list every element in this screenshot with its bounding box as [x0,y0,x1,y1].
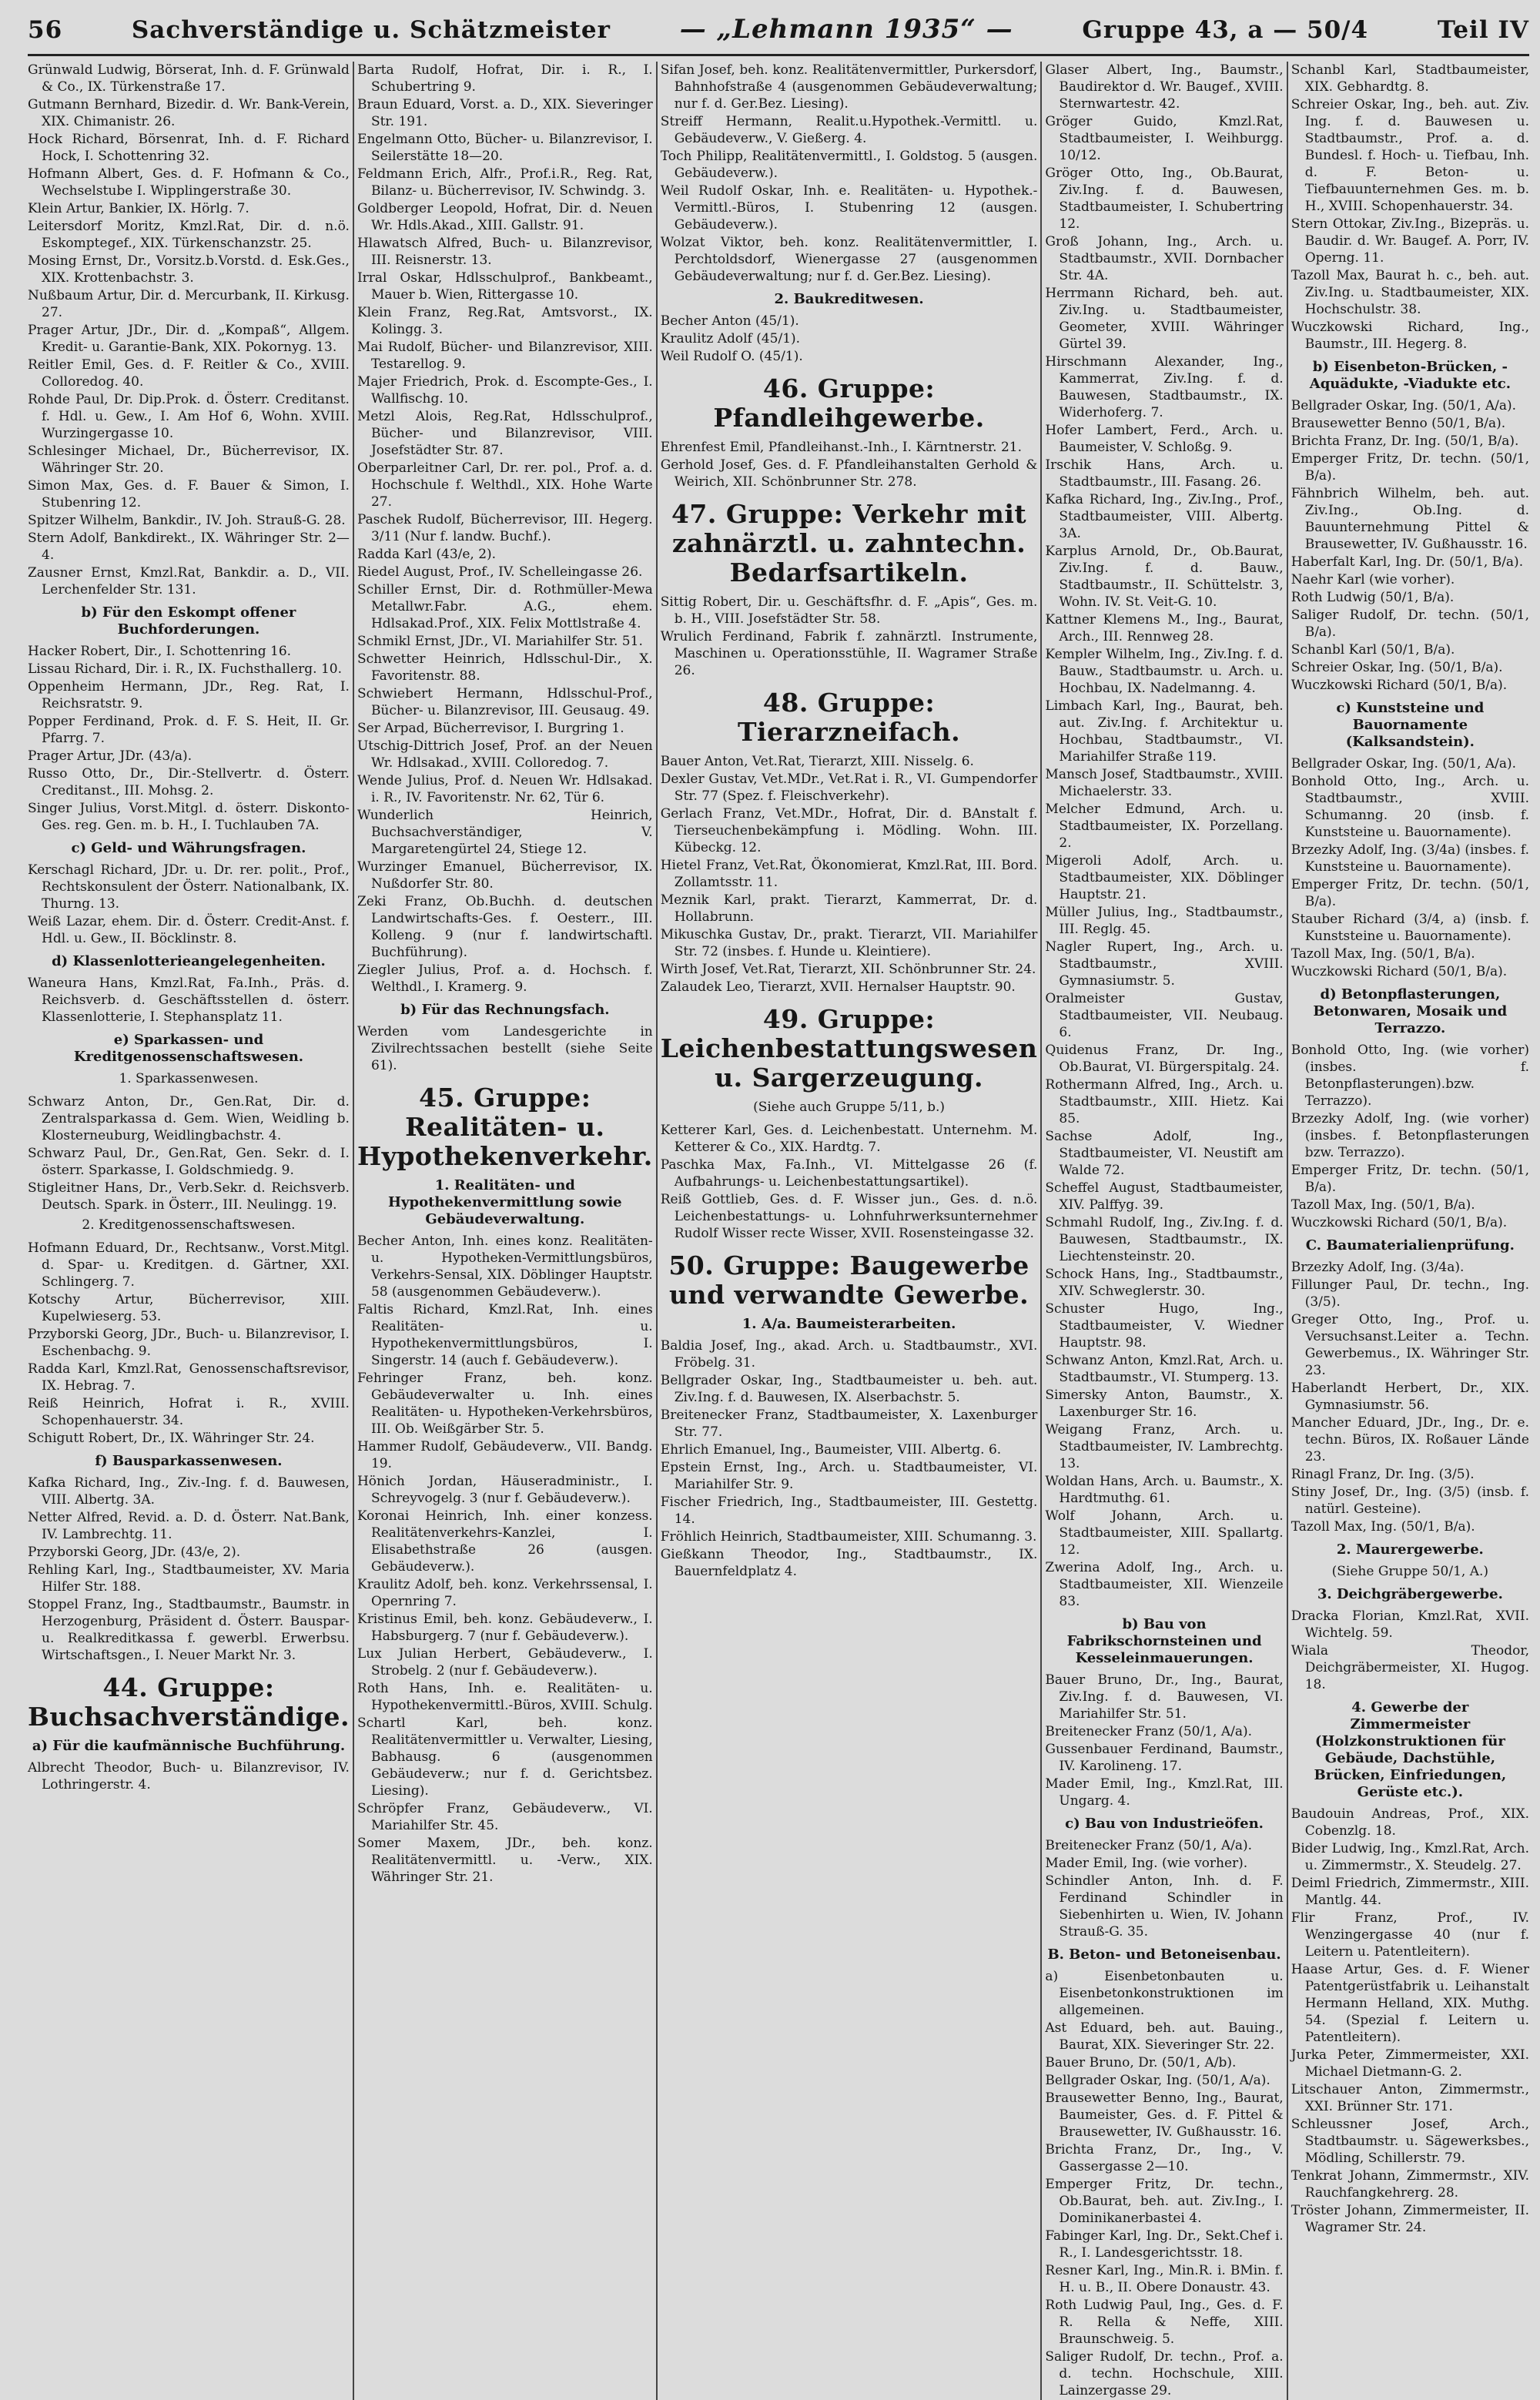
directory-entry: Goldberger Leopold, Hofrat, Dir. d. Neuen Wr. Hdls.Akad., XIII. Gallstr. 91. [357,201,653,233]
directory-entry: Groß Johann, Ing., Arch. u. Stadtbaumstr., XVII. Dornbacher Str. 4A. [1045,234,1284,283]
directory-entry: Gröger Otto, Ing., Ob.Baurat, Ziv.Ing. f. d. Bauwesen, Stadtbaumeister, I. Schubertring 12. [1045,166,1284,232]
directory-entry: Netter Alfred, Revid. a. D. d. Österr. Nat.Bank, IV. Lambrechtg. 11. [28,1510,350,1542]
directory-entry: Meznik Karl, prakt. Tierarzt, Kammerrat, Dr. d. Hollabrunn. [660,892,1038,925]
directory-entry: Greger Otto, Ing., Prof. u. Versuchsanst.Leiter a. Techn. Gewerbemus., IX. Währinger Str. 23. [1291,1312,1529,1378]
directory-entry: Weiß Lazar, ehem. Dir. d. Österr. Credit-Anst. f. Hdl. u. Gew., II. Böcklinstr. 8. [28,914,350,946]
group-heading: 46. Gruppe: Pfandleihgewerbe. [713,373,985,433]
directory-entry: Waneura Hans, Kmzl.Rat, Fa.Inh., Präs. d. Reichsverb. d. Geschäftsstellen d. österr. Klassenlotterie, I. Stephansplatz 11. [28,976,350,1025]
directory-entry: Irschik Hans, Arch. u. Stadtbaumstr., III. Fasang. 26. [1045,457,1284,490]
directory-entry: Kattner Klemens M., Ing., Baurat, Arch., III. Rennweg 28. [1045,612,1284,644]
directory-entry: Schreier Oskar, Ing. (50/1, B/a). [1291,660,1503,675]
subsection-heading: d) Betonpflasterungen, Betonwaren, Mosaik und Terrazzo. [1313,986,1508,1036]
directory-entry: Becher Anton, Inh. eines konz. Realitäten- u. Hypotheken-Vermittlungsbüros, Verkehrs-Sensal, XIX. Döblinger Hauptstr. 58 (ausgenommen Gebäudeverw.). [357,1233,653,1300]
directory-entry: Bauer Anton, Vet.Rat, Tierarzt, XIII. Nisselg. 6. [660,754,974,769]
directory-entry: Kraulitz Adolf, beh. konz. Verkehrssensal, I. Opernring 7. [357,1577,653,1609]
directory-entry: Ser Arpad, Bücherrevisor, I. Burgring 1. [357,721,624,736]
directory-entry: Quidenus Franz, Dr. Ing., Ob.Baurat, VI. Bürgerspitalg. 24. [1045,1043,1284,1075]
directory-entry: Bellgrader Oskar, Ing. (50/1, A/a). [1291,398,1517,413]
directory-entry: Fillunger Paul, Dr. techn., Ing. (3/5). [1291,1277,1529,1310]
directory-entry: Majer Friedrich, Prok. d. Escompte-Ges., I. Wallfischg. 10. [357,374,653,407]
directory-entry: Wrulich Ferdinand, Fabrik f. zahnärztl. Instrumente, Maschinen u. Operationsstühle, II. Wagramer Straße 26. [660,629,1038,678]
header-section-title: Sachverständige u. Schätzmeister [131,16,611,44]
directory-entry: Roth Ludwig Paul, Ing., Ges. d. F. R. Rella & Neffe, XIII. Braunschweig. 5. [1045,2298,1284,2347]
directory-entry: Rothermann Alfred, Ing., Arch. u. Stadtbaumstr., XIII. Hietz. Kai 85. [1045,1077,1284,1126]
subsection-heading: B. Beton- und Betoneisenbau. [1047,1946,1281,1963]
directory-entry: Herrmann Richard, beh. aut. Ziv.Ing. u. Stadtbaumeister, Geometer, XVIII. Währinger Gürtel 39. [1045,286,1284,352]
directory-entry: Emperger Fritz, Dr. techn., Ob.Baurat, beh. aut. Ziv.Ing., I. Dominikanerbastei 4. [1045,2177,1284,2226]
directory-entry: Schwarz Paul, Dr., Gen.Rat, Gen. Sekr. d. I. österr. Sparkasse, I. Goldschmiedg. 9. [28,1146,350,1178]
columns-container [28,62,1529,2398]
subsection-heading: c) Geld- und Währungsfragen. [71,840,306,856]
directory-entry: Wuczkowski Richard (50/1, B/a). [1291,678,1508,693]
subsection-heading: e) Sparkassen- und Kreditgenossenschaftswesen. [73,1032,304,1065]
directory-entry: Scheffel August, Stadtbaumeister, XIV. Palffyg. 39. [1045,1180,1284,1213]
directory-entry: Stoppel Franz, Ing., Stadtbaumstr., Baumstr. in Herzogenburg, Präsident d. Österr. Bauspar- u. Realkreditkassa f. gewerbl. Erwerbsu. Wirtschaftsgen., I. Neuer Markt Nr. 3. [28,1597,350,1663]
directory-entry: Zausner Ernst, Kmzl.Rat, Bankdir. a. D., VII. Lerchenfelder Str. 131. [28,565,350,597]
directory-entry: Bonhold Otto, Ing. (wie vorher) (insbes. f. Betonpflasterungen).bzw. Terrazzo). [1291,1043,1529,1109]
directory-entry: Engelmann Otto, Bücher- u. Bilanzrevisor, I. Seilerstätte 18—20. [357,132,653,164]
directory-entry: Haberfalt Karl, Ing. Dr. (50/1, B/a). [1291,554,1524,570]
header-rule [28,54,1529,56]
directory-entry: Zeki Franz, Ob.Buchh. d. deutschen Landwirtschafts-Ges. f. Oesterr., III. Kolleng. 9 (nur f. landwirtschaftl. Buchführung). [357,894,653,960]
directory-entry: Resner Karl, Ing., Min.R. i. BMin. f. H. u. B., II. Obere Donaustr. 43. [1045,2263,1284,2295]
directory-entry: Brausewetter Benno (50/1, B/a). [1291,416,1506,431]
directory-entry: Popper Ferdinand, Prok. d. F. S. Heit, II. Gr. Pfarrg. 7. [28,714,350,746]
directory-entry: Rohde Paul, Dr. Dip.Prok. d. Österr. Creditanst. f. Hdl. u. Gew., I. Am Hof 6, Wohn. XVIII. Wurzingergasse 10. [28,392,350,441]
directory-entry: Wolzat Viktor, beh. konz. Realitätenvermittler, I. Perchtoldsdorf, Wienergasse 27 (ausgenommen Gebäudeverwaltung; nur f. d. Ger.Bez. Liesing). [660,235,1038,284]
directory-entry: Gerlach Franz, Vet.MDr., Hofrat, Dir. d. BAnstalt f. Tierseuchenbekämpfung i. Mödling. Wohn. III. Kübeckg. 12. [660,806,1038,855]
header-group-range: Gruppe 43, a — 50/4 [1082,16,1369,44]
directory-entry: Tazoll Max, Baurat h. c., beh. aut. Ziv.Ing. u. Stadtbaumeister, XIX. Hochschulstr. 38. [1291,268,1529,317]
directory-entry: Breitenecker Franz (50/1, A/a). [1045,1724,1252,1739]
directory-entry: Streiff Hermann, Realit.u.Hypothek.-Vermittl. u. Gebäudeverw., V. Gießerg. 4. [660,114,1038,146]
directory-entry: Schiller Ernst, Dir. d. Rothmüller-Mewa Metallwr.Fabr. A.G., ehem. Hdlsakad.Prof., XIX. Felix Mottlstraße 4. [357,582,653,631]
directory-entry: Schleussner Josef, Arch., Stadtbaumstr. u. Sägewerksbes., Mödling, Schillerstr. 79. [1291,2117,1529,2166]
directory-entry: Prager Artur, JDr. (43/a). [28,748,192,764]
subsection-heading: d) Klassenlotterieangelegenheiten. [52,953,326,969]
directory-entry: Melcher Edmund, Arch. u. Stadtbaumeister, IX. Porzellang. 2. [1045,802,1284,851]
column-5 [1291,62,1529,2400]
directory-entry: Bellgrader Oskar, Ing. (50/1, A/a). [1291,756,1517,772]
directory-entry: Ast Eduard, beh. aut. Bauing., Baurat, XIX. Sieveringer Str. 22. [1045,2020,1284,2053]
directory-entry: Wunderlich Heinrich, Buchsachverständiger, V. Margaretengürtel 24, Stiege 12. [357,808,653,857]
directory-entry: Lux Julian Herbert, Gebäudeverw., I. Strobelg. 2 (nur f. Gebäudeverw.). [357,1646,653,1679]
directory-entry: Weigang Franz, Arch. u. Stadtbaumeister, IV. Lambrechtg. 13. [1045,1422,1284,1471]
directory-entry: Paschka Max, Fa.Inh., VI. Mittelgasse 26 (f. Aufbahrungs- u. Leichenbestattungsartikel). [660,1157,1038,1190]
directory-entry: Bellgrader Oskar, Ing. (50/1, A/a). [1045,2073,1270,2088]
subsection-heading: b) Für den Eskompt offener Buchforderungen. [81,604,296,638]
directory-entry: Haase Artur, Ges. d. F. Wiener Patentgerüstfabrik u. Leihanstalt Hermann Helland, XIX. Muthg. 54. (Spezial f. Leitern u. Patentleitern). [1291,1962,1529,2045]
directory-entry: Oralmeister Gustav, Stadtbaumeister, VII. Neubaug. 6. [1045,991,1284,1040]
directory-entry: Russo Otto, Dr., Dir.-Stellvertr. d. Österr. Creditanst., III. Mohsg. 2. [28,766,350,798]
directory-entry: Kristinus Emil, beh. konz. Gebäudeverw., I. Habsburgerg. 7 (nur f. Gebäudeverw.). [357,1612,653,1644]
directory-entry: Sifan Josef, beh. konz. Realitätenvermittler, Purkersdorf, Bahnhofstraße 4 (ausgenommen Gebäudeverwaltung; nur f. d. Ger.Bez. Liesing). [660,62,1038,112]
directory-entry: Tazoll Max, Ing. (50/1, B/a). [1291,1519,1475,1535]
directory-entry: a) Eisenbetonbauten u. Eisenbetonkonstruktionen im allgemeinen. [1045,1969,1284,2018]
subsection-heading: 2. Baukreditwesen. [774,291,924,307]
subsection-heading: 2. Maurergewerbe. [1336,1541,1484,1558]
directory-entry: Hlawatsch Alfred, Buch- u. Bilanzrevisor, III. Reisnerstr. 13. [357,236,653,268]
column-2 [357,62,653,2400]
directory-entry: Gutmann Bernhard, Bizedir. d. Wr. Bank-Verein, XIX. Chimanistr. 26. [28,97,350,129]
directory-entry: Baldia Josef, Ing., akad. Arch. u. Stadtbaumstr., XVI. Fröbelg. 31. [660,1338,1038,1371]
directory-entry: Nußbaum Artur, Dir. d. Mercurbank, II. Kirkusg. 27. [28,288,350,320]
directory-entry: Oppenheim Hermann, JDr., Reg. Rat, I. Reichsratstr. 9. [28,679,350,711]
directory-entry: Fischer Friedrich, Ing., Stadtbaumeister, III. Gestettg. 14. [660,1495,1038,1527]
directory-entry: Mader Emil, Ing. (wie vorher). [1045,1856,1248,1871]
directory-entry: Stigleitner Hans, Dr., Verb.Sekr. d. Reichsverb. Deutsch. Spark. in Österr., III. Neulingg. 19. [28,1180,350,1213]
directory-entry: Dracka Florian, Kmzl.Rat, XVII. Wichtelg. 59. [1291,1608,1529,1641]
directory-entry: Kerschagl Richard, JDr. u. Dr. rer. polit., Prof., Rechtskonsulent der Österr. Nationalbank, IX. Thurng. 13. [28,862,350,912]
directory-entry: Hofer Lambert, Ferd., Arch. u. Baumeister, V. Schloßg. 9. [1045,423,1284,455]
column-1 [28,62,350,2400]
directory-entry: Schwetter Heinrich, Hdlsschul-Dir., X. Favoritenstr. 88. [357,651,653,684]
directory-entry: Brausewetter Benno, Ing., Baurat, Baumeister, Ges. d. F. Pittel & Brausewetter, IV. Gußhausstr. 16. [1045,2090,1284,2140]
directory-entry: Schanbl Karl, Stadtbaumeister, XIX. Gebhardtg. 8. [1291,62,1529,95]
directory-entry: Schuster Hugo, Ing., Stadtbaumeister, V. Wiedner Hauptstr. 98. [1045,1301,1284,1351]
directory-entry: Becher Anton (45/1). [660,313,799,329]
subsection-heading: a) Für die kaufmännische Buchführung. [32,1738,346,1754]
directory-entry: Sittig Robert, Dir. u. Geschäftsfhr. d. F. „Apis“, Ges. m. b. H., VIII. Josefstädter Str. 58. [660,594,1038,627]
directory-entry: Bonhold Otto, Ing., Arch. u. Stadtbaumstr., XVIII. Schumanng. 20 (insb. f. Kunststeine u. Bauornamente). [1291,774,1529,840]
directory-entry: Mosing Ernst, Dr., Vorsitz.b.Vorstd. d. Esk.Ges., XIX. Krottenbachstr. 3. [28,253,350,286]
directory-entry: Fröhlich Heinrich, Stadtbaumeister, XIII. Schumanng. 3. [660,1529,1037,1545]
directory-entry: Zalaudek Leo, Tierarzt, XVII. Hernalser Hauptstr. 90. [660,979,1016,995]
directory-entry: Roth Ludwig (50/1, B/a). [1291,590,1455,605]
directory-entry: Ehrenfest Emil, Pfandleihanst.-Inh., I. Kärntnerstr. 21. [660,440,1022,455]
directory-entry: Breitenecker Franz (50/1, A/a). [1045,1838,1252,1853]
subsection-heading: f) Bausparkassenwesen. [95,1453,283,1469]
directory-entry: Flir Franz, Prof., IV. Wenzingergasse 40 (nur f. Leitern u. Patentleitern). [1291,1910,1529,1960]
subsection-heading: b) Für das Rechnungsfach. [400,1002,610,1018]
directory-entry: Gießkann Theodor, Ing., Stadtbaumstr., IX. Bauernfeldplatz 4. [660,1547,1038,1579]
directory-entry: Feldmann Erich, Alfr., Prof.i.R., Reg. Rat, Bilanz- u. Bücherrevisor, IV. Schwindg. 3. [357,166,653,199]
directory-entry: Schwanz Anton, Kmzl.Rat, Arch. u. Stadtbaumstr., VI. Stumperg. 13. [1045,1353,1284,1385]
directory-entry: Albrecht Theodor, Buch- u. Bilanzrevisor, IV. Lothringerstr. 4. [28,1760,350,1792]
directory-entry: Tröster Johann, Zimmermeister, II. Wagramer Str. 24. [1291,2203,1529,2235]
directory-entry: Hock Richard, Börsenrat, Inh. d. F. Richard Hock, I. Schottenring 32. [28,132,350,164]
directory-entry: Singer Julius, Vorst.Mitgl. d. österr. Diskonto-Ges. reg. Gen. m. b. H., I. Tuchlauben 7A. [28,801,350,833]
group-heading: 44. Gruppe: Buchsachverständige. [28,1672,350,1732]
directory-entry: Epstein Ernst, Ing., Arch. u. Stadtbaumeister, VI. Mariahilfer Str. 9. [660,1460,1038,1492]
directory-entry: Klein Artur, Bankier, IX. Hörlg. 7. [28,201,249,216]
directory-entry: Mancher Eduard, JDr., Ing., Dr. e. techn. Büros, IX. Roßauer Lände 23. [1291,1415,1529,1464]
directory-entry: Migeroli Adolf, Arch. u. Stadtbaumeister, XIX. Döblinger Hauptstr. 21. [1045,853,1284,902]
column-4 [1045,62,1283,2400]
directory-entry: Bider Ludwig, Ing., Kmzl.Rat, Arch. u. Zimmermstr., X. Steudelg. 27. [1291,1841,1529,1873]
directory-entry: Bauer Bruno, Dr., Ing., Baurat, Ziv.Ing. f. d. Bauwesen, VI. Mariahilfer Str. 51. [1045,1672,1284,1722]
directory-entry: Schock Hans, Ing., Stadtbaumstr., XIV. Schweglerstr. 30. [1045,1267,1284,1299]
directory-entry: Schlesinger Michael, Dr., Bücherrevisor, IX. Währinger Str. 20. [28,444,350,476]
directory-entry: Bauer Bruno, Dr. (50/1, A/b). [1045,2055,1237,2070]
directory-entry: Schanbl Karl (50/1, B/a). [1291,642,1455,658]
subsection-heading: b) Eisenbeton-Brücken, -Aquädukte, -Viadukte etc. [1309,359,1511,392]
directory-entry: Klein Franz, Reg.Rat, Amtsvorst., IX. Kolingg. 3. [357,305,653,337]
directory-entry: Deiml Friedrich, Zimmermstr., XIII. Mantlg. 44. [1291,1876,1529,1908]
directory-entry: Mader Emil, Ing., Kmzl.Rat, III. Ungarg. 4. [1045,1776,1284,1809]
page-number: 56 [28,16,63,44]
directory-entry: Przyborski Georg, JDr. (43/e, 2). [28,1545,241,1560]
directory-entry: Riedel August, Prof., IV. Schelleingasse 26. [357,564,643,580]
section-note: (Siehe Gruppe 50/1, A.) [1331,1564,1489,1579]
group-heading: 50. Gruppe: Baugewerbe und verwandte Gewerbe. [668,1250,1029,1310]
directory-entry: Reiß Gottlieb, Ges. d. F. Wisser jun., Ges. d. n.ö. Leichenbestattungs- u. Lohnfuhrwerksunternehmer Rudolf Wisser recte Wisser, XVII. Rosensteingasse 32. [660,1192,1038,1241]
directory-entry: Kotschy Artur, Bücherrevisor, XIII. Kupelwieserg. 53. [28,1292,350,1324]
directory-entry: Fehringer Franz, beh. konz. Gebäudeverwalter u. Inh. eines Realitäten- u. Hypotheken-Verkehrsbüros, III. Ob. Weißgärber Str. 5. [357,1371,653,1437]
directory-entry: Fähnbrich Wilhelm, beh. aut. Ziv.Ing., Ob.Ing. d. Bauunternehmung Pittel & Brausewetter, IV. Gußhausstr. 16. [1291,486,1529,552]
directory-entry: Schigutt Robert, Dr., IX. Währinger Str. 24. [28,1431,315,1446]
directory-entry: Kafka Richard, Ing., Ziv.-Ing. f. d. Bauwesen, VIII. Albertg. 3A. [28,1475,350,1508]
directory-entry: Ehrlich Emanuel, Ing., Baumeister, VIII. Albertg. 6. [660,1442,1002,1458]
subsection-heading: 3. Deichgräbergewerbe. [1317,1586,1503,1602]
directory-entry: Breitenecker Franz, Stadtbaumeister, X. Laxenburger Str. 77. [660,1408,1038,1440]
subsection-heading: b) Bau von Fabrikschornsteinen und Kesseleinmauerungen. [1066,1616,1262,1666]
directory-entry: Koronai Heinrich, Inh. einer konzess. Realitätenverkehrs-Kanzlei, I. Elisabethstraße 26 (ausgen. Gebäudeverw.). [357,1508,653,1575]
directory-entry: Wurzinger Emanuel, Bücherrevisor, IX. Nußdorfer Str. 80. [357,859,653,892]
directory-entry: Sachse Adolf, Ing., Stadtbaumeister, VI. Neustift am Walde 72. [1045,1129,1284,1178]
directory-entry: Utschig-Dittrich Josef, Prof. an der Neuen Wr. Hdlsakad., XVIII. Colloredog. 7. [357,738,653,771]
subsection-heading: c) Bau von Industrieöfen. [1065,1816,1264,1832]
directory-entry: Kafka Richard, Ing., Ziv.Ing., Prof., Stadtbaumeister, VIII. Albertg. 3A. [1045,492,1284,541]
directory-entry: Jurka Peter, Zimmermeister, XXI. Michael Dietmann-G. 2. [1291,2047,1529,2080]
directory-entry: Oberparleitner Carl, Dr. rer. pol., Prof. a. d. Hochschule f. Welthdl., XIX. Hohe Warte 27. [357,460,653,510]
directory-entry: Reitler Emil, Ges. d. F. Reitler & Co., XVIII. Colloredog. 40. [28,357,350,390]
directory-entry: Rehling Karl, Ing., Stadtbaumeister, XV. Maria Hilfer Str. 188. [28,1562,350,1595]
directory-entry: Schmikl Ernst, JDr., VI. Mariahilfer Str. 51. [357,634,643,649]
directory-entry: Gerhold Josef, Ges. d. F. Pfandleihanstalten Gerhold & Weirich, XII. Schönbrunner Str. 278. [660,457,1038,490]
directory-entry: Simersky Anton, Baumstr., X. Laxenburger Str. 16. [1045,1387,1284,1420]
directory-entry: Stern Adolf, Bankdirekt., IX. Währinger Str. 2—4. [28,531,350,563]
directory-entry: Schwiebert Hermann, Hdlsschul-Prof., Bücher- u. Bilanzrevisor, III. Geusaug. 49. [357,686,653,718]
directory-entry: Saliger Rudolf, Dr. techn., Prof. a. d. techn. Hochschule, XIII. Lainzergasse 29. [1045,2349,1284,2398]
directory-entry: Mansch Josef, Stadtbaumstr., XVIII. Michaelerstr. 33. [1045,767,1284,799]
directory-entry: Ketterer Karl, Ges. d. Leichenbestatt. Unternehm. M. Ketterer & Co., XIX. Hardtg. 7. [660,1123,1038,1155]
header-part: Teil IV [1437,16,1529,44]
directory-entry: Brzezky Adolf, Ing. (3/4a) (insbes. f. Kunststeine u. Bauornamente). [1291,842,1529,875]
directory-entry: Brzezky Adolf, Ing. (wie vorher) (insbes. f. Betonpflasterungen bzw. Terrazzo). [1291,1111,1529,1160]
directory-entry: Fabinger Karl, Ing. Dr., Sekt.Chef i. R., I. Landesgerichtsstr. 18. [1045,2228,1284,2261]
directory-entry: Woldan Hans, Arch. u. Baumstr., X. Hardtmuthg. 61. [1045,1474,1284,1506]
subsection-heading: 1. Realitäten- und Hypothekenvermittlung sowie Gebäudeverwaltung. [388,1177,622,1227]
directory-entry: Paschek Rudolf, Bücherrevisor, III. Hegerg. 3/11 (Nur f. landw. Buchf.). [357,512,653,544]
directory-entry: Gussenbauer Ferdinand, Baumstr., IV. Karolineng. 17. [1045,1742,1284,1774]
directory-entry: Stauber Richard (3/4, a) (insb. f. Kunststeine u. Bauornamente). [1291,912,1529,944]
directory-entry: Wende Julius, Prof. d. Neuen Wr. Hdlsakad. i. R., IV. Favoritenstr. Nr. 62, Tür 6. [357,773,653,805]
directory-entry: Wuczkowski Richard, Ing., Baumstr., III. Hegerg. 8. [1291,320,1529,352]
directory-entry: Tenkrat Johann, Zimmermstr., XIV. Rauchfangkehrerg. 28. [1291,2168,1529,2201]
subsection-heading: 1. A/a. Baumeisterarbeiten. [742,1316,956,1332]
subsection-heading: c) Kunststeine und Bauornamente (Kalksandstein). [1336,700,1485,750]
directory-entry: Brichta Franz, Dr., Ing., V. Gassergasse 2—10. [1045,2142,1284,2174]
directory-entry: Bellgrader Oskar, Ing., Stadtbaumeister u. beh. aut. Ziv.Ing. f. d. Bauwesen, IX. Alserbachstr. 5. [660,1373,1038,1405]
directory-entry: Hofmann Albert, Ges. d. F. Hofmann & Co., Wechselstube I. Wipplingerstraße 30. [28,166,350,199]
directory-entry: Dexler Gustav, Vet.MDr., Vet.Rat i. R., VI. Gumpendorfer Str. 77 (Spez. f. Fleischverkehr). [660,772,1038,804]
directory-entry: Schartl Karl, beh. konz. Realitätenvermittler u. Verwalter, Liesing, Babhausg. 6 (ausgenommen Gebäudeverw.; nur f. d. Gerichtsbez. Liesing). [357,1715,653,1799]
directory-entry: Hietel Franz, Vet.Rat, Ökonomierat, Kmzl.Rat, III. Bord. Zollamtsstr. 11. [660,858,1038,890]
group-heading: 49. Gruppe: Leichenbestattungswesen u. Sargerzeugung. [660,1004,1038,1093]
directory-entry: Hammer Rudolf, Gebäudeverw., VII. Bandg. 19. [357,1439,653,1471]
directory-entry: Spitzer Wilhelm, Bankdir., IV. Joh. Strauß-G. 28. [28,513,346,528]
directory-entry: Baudouin Andreas, Prof., XIX. Cobenzlg. 18. [1291,1806,1529,1839]
header-publication-title: — „Lehmann 1935“ — [679,14,1013,45]
directory-entry: Radda Karl (43/e, 2). [357,547,497,562]
directory-entry: Karplus Arnold, Dr., Ob.Baurat, Ziv.Ing. f. d. Bauw., Stadtbaumstr., II. Schüttelstr. 3, Wohn. IV. St. Veit-G. 10. [1045,544,1284,610]
directory-entry: Hofmann Eduard, Dr., Rechtsanw., Vorst.Mitgl. d. Spar- u. Kreditgen. d. Gärtner, XXI. Schlingerg. 7. [28,1240,350,1290]
subsection-heading: C. Baumaterialienprüfung. [1305,1237,1515,1254]
directory-entry: Schmahl Rudolf, Ing., Ziv.Ing. f. d. Bauwesen, Stadtbaumstr., IX. Liechtensteinstr. 20. [1045,1215,1284,1264]
directory-entry: Müller Julius, Ing., Stadtbaumstr., III. Reglg. 45. [1045,905,1284,937]
directory-entry: Limbach Karl, Ing., Baurat, beh. aut. Ziv.Ing. f. Architektur u. Hochbau, Stadtbaumstr., VI. Mariahilfer Straße 119. [1045,698,1284,765]
directory-entry: Grünwald Ludwig, Börserat, Inh. d. F. Grünwald & Co., IX. Türkenstraße 17. [28,62,350,95]
directory-entry: Wuczkowski Richard (50/1, B/a). [1291,964,1508,979]
directory-entry: Wirth Josef, Vet.Rat, Tierarzt, XII. Schönbrunner Str. 24. [660,962,1036,977]
directory-entry: Schreier Oskar, Ing., beh. aut. Ziv. Ing. f. d. Bauwesen u. Stadtbaumstr., Prof. a. d. Bundesl. f. Hoch- u. Tiefbau, Inh. d. F. Beton- u. Tiefbauunternehmen Ges. m. b. H., XVIII. Schopenhauerstr. 34. [1291,97,1529,214]
directory-entry: Reiß Heinrich, Hofrat i. R., XVIII. Schopenhauerstr. 34. [28,1396,350,1428]
directory-entry: Naehr Karl (wie vorher). [1291,572,1455,587]
directory-entry: Weil Rudolf Oskar, Inh. e. Realitäten- u. Hypothek.-Vermittl.-Büros, I. Stubenring 12 (ausgen. Gebäudeverw.). [660,183,1038,233]
directory-entry: Zwerina Adolf, Ing., Arch. u. Stadtbaumeister, XII. Wienzeile 83. [1045,1560,1284,1609]
directory-entry: Irral Oskar, Hdlsschulprof., Bankbeamt., Mauer b. Wien, Rittergasse 10. [357,270,653,303]
directory-entry: Braun Eduard, Vorst. a. D., XIX. Sieveringer Str. 191. [357,97,653,129]
directory-entry: Przyborski Georg, JDr., Buch- u. Bilanzrevisor, I. Eschenbachg. 9. [28,1327,350,1359]
directory-entry: Brzezky Adolf, Ing. (3/4a). [1291,1260,1465,1275]
directory-entry: Tazoll Max, Ing. (50/1, B/a). [1291,1197,1475,1213]
directory-entry: Wiala Theodor, Deichgräbermeister, XI. Hugog. 18. [1291,1643,1529,1692]
directory-entry: Werden vom Landesgerichte in Zivilrechtssachen bestellt (siehe Seite 61). [357,1024,653,1073]
directory-entry: Brichta Franz, Dr. Ing. (50/1, B/a). [1291,433,1519,449]
group-heading: 47. Gruppe: Verkehr mit zahnärztl. u. zahntechn. Bedarfsartikeln. [671,499,1027,587]
directory-entry: Tazoll Max, Ing. (50/1, B/a). [1291,946,1475,962]
directory-entry: Leitersdorf Moritz, Kmzl.Rat, Dir. d. n.ö. Eskomptegef., XIX. Türkenschanzstr. 25. [28,219,350,251]
directory-entry: Emperger Fritz, Dr. techn. (50/1, B/a). [1291,1163,1529,1195]
directory-entry: Hönich Jordan, Häuseradministr., I. Schreyvogelg. 3 (nur f. Gebäudeverw.). [357,1474,653,1506]
directory-entry: Prager Artur, JDr., Dir. d. „Kompaß“, Allgem. Kredit- u. Garantie-Bank, XIX. Pokornyg. 13. [28,323,350,355]
directory-entry: Mai Rudolf, Bücher- und Bilanzrevisor, XIII. Testarellog. 9. [357,340,653,372]
group-heading: 48. Gruppe: Tierarzneifach. [737,688,961,747]
group-heading: 45. Gruppe: Realitäten- u. Hypothekenverkehr. [357,1083,653,1171]
directory-entry: Schwarz Anton, Dr., Gen.Rat, Dir. d. Zentralsparkassa d. Gem. Wien, Weidling b. Klosterneuburg, Weidlingbachstr. 4. [28,1094,350,1143]
section-note: 2. Kreditgenossenschaftswesen. [82,1217,296,1233]
directory-entry: Faltis Richard, Kmzl.Rat, Inh. eines Realitäten- u. Hypothekenvermittlungsbüros, I. Singerstr. 14 (auch f. Gebäudeverw.). [357,1302,653,1368]
directory-entry: Roth Hans, Inh. e. Realitäten- u. Hypothekenvermittl.-Büros, XVIII. Schulg. [357,1681,653,1713]
directory-entry: Stiny Josef, Dr., Ing. (3/5) (insb. f. natürl. Gesteine). [1291,1485,1529,1517]
directory-entry: Barta Rudolf, Hofrat, Dir. i. R., I. Schubertring 9. [357,62,653,95]
column-3 [661,62,1038,2400]
directory-entry: Wuczkowski Richard (50/1, B/a). [1291,1215,1508,1230]
directory-entry: Wolf Johann, Arch. u. Stadtbaumeister, XIII. Spallartg. 12. [1045,1508,1284,1558]
directory-entry: Saliger Rudolf, Dr. techn. (50/1, B/a). [1291,608,1529,640]
directory-entry: Rinagl Franz, Dr. Ing. (3/5). [1291,1467,1475,1482]
directory-entry: Gröger Guido, Kmzl.Rat, Stadtbaumeister, I. Weihburgg. 10/12. [1045,114,1284,163]
directory-entry: Toch Philipp, Realitätenvermittl., I. Goldstog. 5 (ausgen. Gebäudeverw.). [660,149,1038,181]
section-note: 1. Sparkassenwesen. [119,1071,259,1086]
directory-entry: Ziegler Julius, Prof. a. d. Hochsch. f. Welthdl., I. Kramerg. 9. [357,962,653,995]
directory-entry: Metzl Alois, Reg.Rat, Hdlsschulprof., Bücher- und Bilanzrevisor, VIII. Josefstädter Str. 87. [357,409,653,458]
running-header [28,14,1529,45]
directory-entry: Schindler Anton, Inh. d. F. Ferdinand Schindler in Siebenhirten u. Wien, IV. Johann Strauß-G. 35. [1045,1873,1284,1940]
directory-entry: Emperger Fritz, Dr. techn. (50/1, B/a). [1291,877,1529,909]
directory-entry: Kempler Wilhelm, Ing., Ziv.Ing. f. d. Bauw., Stadtbaumstr. u. Arch. u. Hochbau, IX. Nadelmanng. 4. [1045,647,1284,696]
directory-entry: Mikuschka Gustav, Dr., prakt. Tierarzt, VII. Mariahilfer Str. 72 (insbes. f. Hunde u. Kleintiere). [660,927,1038,959]
directory-entry: Haberlandt Herbert, Dr., XIX. Gymnasiumstr. 56. [1291,1381,1529,1413]
subsection-heading: 4. Gewerbe der Zimmermeister (Holzkonstruktionen für Gebäude, Dachstühle, Brücken, Einfriedungen, Gerüste etc.). [1314,1699,1507,1800]
directory-entry: Kraulitz Adolf (45/1). [660,331,801,346]
directory-entry: Lissau Richard, Dir. i. R., IX. Fuchsthallerg. 10. [28,661,342,677]
directory-entry: Litschauer Anton, Zimmermstr., XXI. Brünner Str. 171. [1291,2082,1529,2114]
directory-entry: Radda Karl, Kmzl.Rat, Genossenschaftsrevisor, IX. Hebrag. 7. [28,1361,350,1394]
directory-entry: Emperger Fritz, Dr. techn. (50/1, B/a). [1291,451,1529,484]
directory-entry: Glaser Albert, Ing., Baumstr., Baudirektor d. Wr. Baugef., XVIII. Sternwartestr. 42. [1045,62,1284,112]
directory-entry: Hacker Robert, Dir., I. Schottenring 16. [28,644,292,659]
directory-entry: Hirschmann Alexander, Ing., Kammerrat, Ziv.Ing. f. d. Bauwesen, Stadtbaumstr., IX. Widerhoferg. 7. [1045,354,1284,420]
section-note: (Siehe auch Gruppe 5/11, b.) [753,1100,946,1115]
directory-entry: Stern Ottokar, Ziv.Ing., Bizepräs. u. Baudir. d. Wr. Baugef. A. Porr, IV. Operng. 11. [1291,216,1529,266]
directory-entry: Simon Max, Ges. d. F. Bauer & Simon, I. Stubenring 12. [28,478,350,510]
directory-entry: Nagler Rupert, Ing., Arch. u. Stadtbaumstr., XVIII. Gymnasiumstr. 5. [1045,939,1284,989]
directory-entry: Schröpfer Franz, Gebäudeverw., VI. Mariahilfer Str. 45. [357,1801,653,1833]
directory-entry: Weil Rudolf O. (45/1). [660,349,803,364]
directory-entry: Somer Maxem, JDr., beh. konz. Realitätenvermittl. u. -Verw., XIX. Währinger Str. 21. [357,1836,653,1885]
